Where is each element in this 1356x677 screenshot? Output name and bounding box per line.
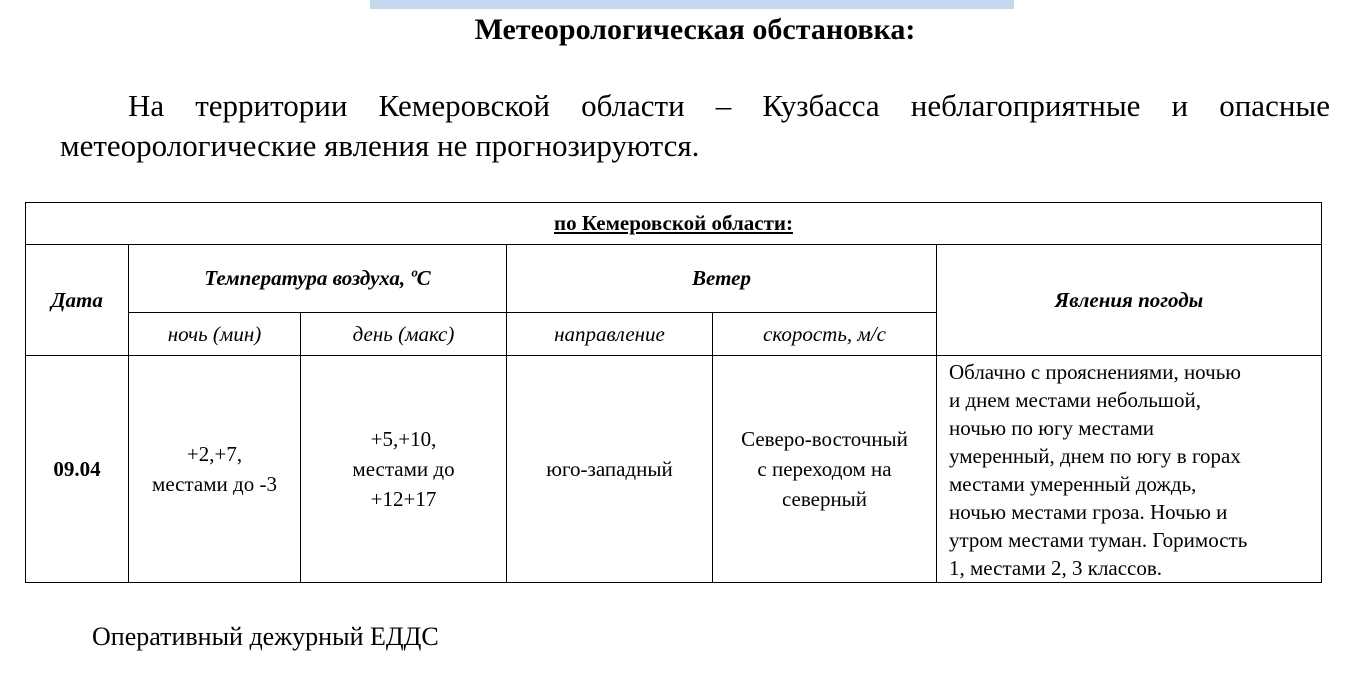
night-temp-line: +2,+7,: [186, 442, 243, 466]
phenomena-line: и днем местами небольшой,: [949, 388, 1201, 412]
wind-speed-line: с переходом на: [757, 457, 892, 481]
direction-header: направление: [507, 313, 713, 356]
table-row: [26, 356, 1322, 583]
wind-speed-line: северный: [781, 487, 868, 511]
phenomena-cell: [937, 356, 1322, 583]
date-header: Дата: [26, 245, 129, 356]
wind-direction-cell: юго-западный: [507, 356, 713, 583]
night-temp-line: местами до -3: [152, 472, 277, 496]
phenomena-line: умеренный, днем по югу в горах: [949, 444, 1241, 468]
day-temp-line: +12+17: [370, 487, 437, 511]
intro-paragraph: На территории Кемеровской области – Кузбасса неблагоприятные и опасные метеорологические явления не прогнозируются.: [60, 88, 1330, 163]
forecast-table: [25, 202, 1322, 583]
temperature-header: Температура воздуха, ºС: [129, 245, 507, 313]
phenomena-line: 1, местами 2, 3 классов.: [949, 556, 1163, 580]
phenomena-line: ночью по югу местами: [949, 416, 1155, 440]
footer-signature: Оперативный дежурный ЕДДС: [92, 622, 439, 651]
section-heading: Метеорологическая обстановка:: [474, 13, 916, 46]
day-header: день (макс): [301, 313, 507, 356]
phenomena-line: утром местами туман. Горимость: [949, 528, 1248, 552]
phenomena-line: Облачно с прояснениями, ночью: [949, 360, 1241, 384]
speed-header: скорость, м/с: [713, 313, 937, 356]
phenomena-line: ночью местами гроза. Ночью и: [949, 500, 1228, 524]
region-row: [26, 203, 1322, 245]
wind-speed-line: Северо-восточный: [741, 427, 908, 451]
phenomena-line: местами умеренный дождь,: [949, 472, 1197, 496]
night-temp-cell: [129, 356, 301, 583]
wind-speed-cell: [713, 356, 937, 583]
phenomena-header: Явления погоды: [937, 245, 1322, 356]
day-temp-cell: [301, 356, 507, 583]
night-header: ночь (мин): [129, 313, 301, 356]
header-band: [370, 0, 1014, 9]
header-row-top: [26, 245, 1322, 313]
day-temp-line: местами до: [352, 457, 455, 481]
wind-header: Ветер: [507, 245, 937, 313]
date-cell: 09.04: [26, 356, 129, 583]
region-title: по Кемеровской области:: [26, 203, 1322, 245]
day-temp-line: +5,+10,: [370, 427, 437, 451]
